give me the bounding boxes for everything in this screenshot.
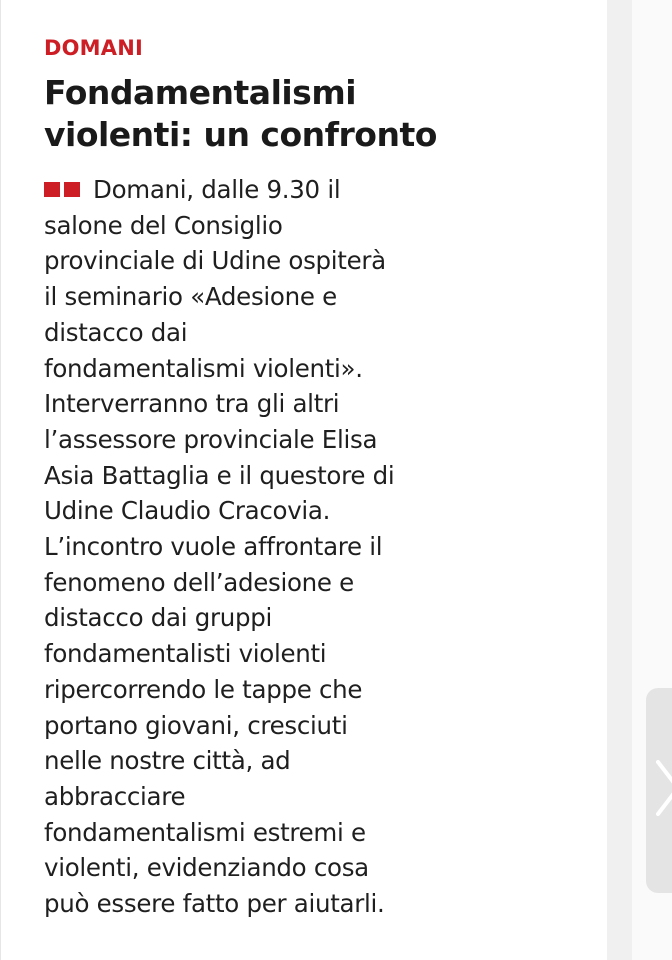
body-line: fondamentalismi estremi e [44,817,366,847]
body-line: Interverranno tra gli altri [44,389,340,419]
body-line [44,171,474,208]
page-gutter [607,0,632,960]
body-line: violenti, evidenziando cosa [44,853,369,883]
body-line-text: Domani, dalle 9.30 il [93,175,341,204]
article-headline [44,72,584,156]
body-line: il seminario «Adesione e [44,282,337,312]
body-line: fenomeno dell’adesione e [44,567,354,597]
headline-line: Fondamentalismi [44,73,357,112]
next-page-button[interactable] [646,688,672,893]
body-line: distacco dai [44,317,188,347]
body-line: l’assessore provinciale Elisa [44,424,378,454]
body-line: Udine Claudio Cracovia. [44,496,331,526]
body-line: nelle nostre città, ad [44,746,291,776]
article-body [44,171,474,922]
body-line: salone del Consiglio [44,210,283,240]
body-line: può essere fatto per aiutarli. [44,889,385,919]
article-kicker: DOMANI [44,36,144,60]
body-line: fondamentalisti violenti [44,639,327,669]
body-line: portano giovani, cresciuti [44,710,348,740]
lead-squares-icon [44,171,84,207]
body-line: distacco dai gruppi [44,603,272,633]
body-line: provinciale di Udine ospiterà [44,246,386,276]
body-line: fondamentalismi violenti». [44,353,363,383]
headline-line: violenti: un confronto [44,115,437,154]
body-line: abbracciare [44,781,186,811]
body-line: Asia Battaglia e il questore di [44,460,395,490]
chevron-right-icon [654,758,672,818]
body-line: L’incontro vuole affrontare il [44,532,383,562]
body-line: ripercorrendo le tappe che [44,674,363,704]
